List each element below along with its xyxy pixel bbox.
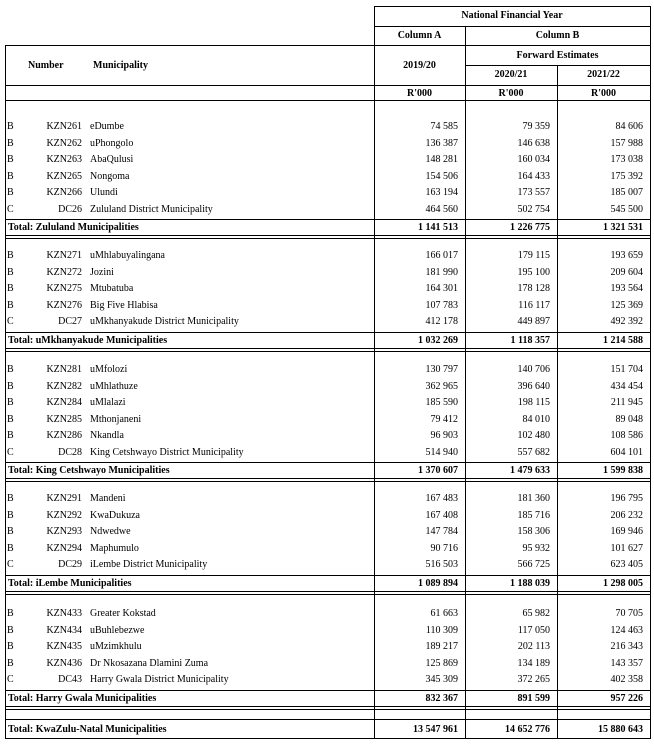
value-2020-21-cell: 84 010 bbox=[522, 413, 550, 425]
code-cell: KZN262 bbox=[46, 137, 82, 149]
value-2019-20-cell: 181 990 bbox=[425, 266, 458, 278]
value-2019-20-cell: 514 940 bbox=[425, 446, 458, 458]
value-2019-20-cell: 74 585 bbox=[430, 121, 458, 132]
category-cell: B bbox=[7, 430, 14, 441]
municipality-name-cell: Ulundi bbox=[90, 187, 118, 198]
value-2019-20-cell: 167 483 bbox=[425, 493, 458, 504]
code-cell: KZN282 bbox=[46, 380, 82, 392]
value-2020-21-cell: 185 716 bbox=[517, 509, 550, 521]
code-cell: DC43 bbox=[58, 674, 82, 685]
value-2021-22-cell: 175 392 bbox=[610, 170, 643, 182]
value-2019-20-cell: 516 503 bbox=[425, 559, 458, 570]
value-2020-21-cell: 181 360 bbox=[517, 493, 550, 504]
code-cell: KZN294 bbox=[46, 542, 82, 554]
rule-line bbox=[5, 719, 650, 720]
municipality-name-cell: Mthonjaneni bbox=[90, 413, 142, 425]
value-2020-21-cell: 116 117 bbox=[518, 299, 550, 311]
group-total-2021-22: 1 298 005 bbox=[603, 577, 643, 589]
category-cell: B bbox=[7, 509, 14, 521]
value-2021-22-cell: 108 586 bbox=[610, 430, 643, 441]
value-2020-21-cell: 95 932 bbox=[522, 542, 550, 554]
rule-line bbox=[374, 6, 650, 7]
value-2021-22-cell: 211 945 bbox=[610, 397, 643, 408]
value-2020-21-cell: 202 113 bbox=[517, 641, 550, 652]
category-cell: C bbox=[7, 446, 14, 458]
group-total-2019-20: 1 032 269 bbox=[418, 334, 458, 346]
value-2021-22-cell: 89 048 bbox=[615, 413, 643, 425]
rule-line bbox=[5, 690, 650, 691]
value-2020-21-cell: 566 725 bbox=[517, 559, 550, 570]
column-line bbox=[465, 26, 466, 739]
category-cell: B bbox=[7, 283, 14, 294]
municipality-name-cell: KwaDukuza bbox=[90, 509, 140, 521]
column-line bbox=[557, 65, 558, 739]
group-total-2020-21: 1 188 039 bbox=[510, 577, 550, 589]
rule-line bbox=[374, 26, 650, 27]
value-2020-21-cell: 160 034 bbox=[517, 154, 550, 165]
group-total-2020-21: 1 226 775 bbox=[510, 222, 550, 233]
municipality-name-cell: uMfolozi bbox=[90, 364, 128, 375]
value-2019-20-cell: 163 194 bbox=[425, 187, 458, 198]
category-cell: B bbox=[7, 397, 14, 408]
group-total-label: Total: King Cetshwayo Municipalities bbox=[8, 465, 170, 476]
code-cell: KZN265 bbox=[46, 170, 82, 182]
municipality-name-cell: uMlalazi bbox=[90, 397, 126, 408]
value-2021-22-cell: 193 564 bbox=[610, 283, 643, 294]
group-total-2019-20: 1 089 894 bbox=[418, 577, 458, 589]
value-2021-22-cell: 70 705 bbox=[615, 608, 643, 619]
code-cell: KZN434 bbox=[46, 624, 82, 636]
column-line bbox=[650, 6, 651, 739]
value-2021-22-cell: 124 463 bbox=[610, 624, 643, 636]
rule-line bbox=[5, 706, 650, 710]
group-total-2020-21: 1 479 633 bbox=[510, 465, 550, 476]
municipality-name-cell: Nongoma bbox=[90, 170, 130, 182]
value-2021-22-cell: 157 988 bbox=[610, 137, 643, 149]
category-cell: B bbox=[7, 657, 14, 669]
municipality-name-cell: Mtubatuba bbox=[90, 283, 134, 294]
municipality-name-cell: Greater Kokstad bbox=[90, 608, 156, 619]
group-total-2019-20: 1 370 607 bbox=[418, 465, 458, 476]
code-cell: KZN261 bbox=[46, 121, 82, 132]
value-2021-22-cell: 169 946 bbox=[610, 526, 643, 537]
value-2020-21-cell: 146 638 bbox=[517, 137, 550, 149]
year-2020-21-header: 2020/21 bbox=[494, 69, 528, 80]
code-cell: DC28 bbox=[58, 446, 82, 458]
year-2019-20-header: 2019/20 bbox=[403, 60, 436, 71]
value-2021-22-cell: 402 358 bbox=[610, 674, 643, 685]
value-2019-20-cell: 189 217 bbox=[425, 641, 458, 652]
column-line bbox=[5, 45, 6, 739]
category-cell: C bbox=[7, 674, 14, 685]
value-2021-22-cell: 185 007 bbox=[610, 187, 643, 198]
code-cell: DC27 bbox=[58, 316, 82, 327]
value-2019-20-cell: 412 178 bbox=[425, 316, 458, 327]
municipality-name-cell: Zululand District Municipality bbox=[90, 203, 213, 215]
value-2021-22-cell: 434 454 bbox=[610, 380, 643, 392]
value-2020-21-cell: 195 100 bbox=[517, 266, 550, 278]
value-2020-21-cell: 178 128 bbox=[517, 283, 550, 294]
rule-line bbox=[5, 219, 650, 220]
value-2020-21-cell: 198 115 bbox=[517, 397, 550, 408]
municipality-name-cell: AbaQulusi bbox=[90, 154, 134, 165]
code-cell: KZN281 bbox=[46, 364, 82, 375]
municipality-name-cell: uMhlabuyalingana bbox=[90, 250, 165, 261]
category-cell: B bbox=[7, 299, 14, 311]
value-2021-22-cell: 101 627 bbox=[610, 542, 643, 554]
value-2020-21-cell: 102 480 bbox=[517, 430, 550, 441]
value-2019-20-cell: 148 281 bbox=[425, 154, 458, 165]
value-2019-20-cell: 185 590 bbox=[425, 397, 458, 408]
municipality-name-cell: Maphumulo bbox=[90, 542, 139, 554]
group-total-2019-20: 1 141 513 bbox=[418, 222, 458, 233]
value-2019-20-cell: 154 506 bbox=[425, 170, 458, 182]
municipality-name-cell: uPhongolo bbox=[90, 137, 134, 149]
municipality-name-cell: Dr Nkosazana Dlamini Zuma bbox=[90, 657, 209, 669]
group-total-label: Total: iLembe Municipalities bbox=[8, 577, 132, 589]
value-2019-20-cell: 96 903 bbox=[430, 430, 458, 441]
value-2020-21-cell: 173 557 bbox=[517, 187, 550, 198]
group-total-label: Total: uMkhanyakude Municipalities bbox=[8, 334, 168, 346]
value-2019-20-cell: 464 560 bbox=[425, 203, 458, 215]
value-2020-21-cell: 158 306 bbox=[517, 526, 550, 537]
category-cell: B bbox=[7, 266, 14, 278]
value-2021-22-cell: 206 232 bbox=[610, 509, 643, 521]
value-2020-21-cell: 134 189 bbox=[517, 657, 550, 669]
category-cell: B bbox=[7, 608, 14, 619]
group-total-label: Total: Harry Gwala Municipalities bbox=[8, 692, 157, 704]
rule-line bbox=[5, 348, 650, 352]
value-2021-22-cell: 143 357 bbox=[610, 657, 643, 669]
rule-line bbox=[5, 591, 650, 595]
group-total-2021-22: 1 321 531 bbox=[603, 222, 643, 233]
grand-total-2020-21: 14 652 776 bbox=[505, 724, 550, 735]
category-cell: B bbox=[7, 624, 14, 636]
category-cell: B bbox=[7, 364, 14, 375]
value-2020-21-cell: 140 706 bbox=[517, 364, 550, 375]
rule-line bbox=[5, 462, 650, 463]
category-cell: B bbox=[7, 641, 14, 652]
forward-estimates-label: Forward Estimates bbox=[516, 50, 599, 61]
rule-line bbox=[5, 478, 650, 482]
grand-total-label: Total: KwaZulu-Natal Municipalities bbox=[8, 724, 167, 735]
value-2020-21-cell: 449 897 bbox=[517, 316, 550, 327]
grand-total-2021-22: 15 880 643 bbox=[598, 724, 643, 735]
value-2021-22-cell: 173 038 bbox=[610, 154, 643, 165]
category-cell: B bbox=[7, 250, 14, 261]
municipality-name-cell: Harry Gwala District Municipality bbox=[90, 674, 229, 685]
column-b-label: Column B bbox=[535, 30, 580, 41]
value-2021-22-cell: 125 369 bbox=[610, 299, 643, 311]
municipality-name-cell: Ndwedwe bbox=[90, 526, 131, 537]
group-total-2021-22: 1 599 838 bbox=[603, 465, 643, 476]
year-2021-22-header: 2021/22 bbox=[587, 69, 620, 80]
value-2019-20-cell: 345 309 bbox=[425, 674, 458, 685]
code-cell: KZN286 bbox=[46, 430, 82, 441]
code-cell: KZN284 bbox=[46, 397, 82, 408]
group-total-label: Total: Zululand Municipalities bbox=[8, 222, 139, 233]
category-cell: B bbox=[7, 413, 14, 425]
rule-line bbox=[5, 738, 650, 739]
code-cell: KZN436 bbox=[46, 657, 82, 669]
code-cell: KZN272 bbox=[46, 266, 82, 278]
municipality-name-cell: uMkhanyakude District Municipality bbox=[90, 316, 239, 327]
code-cell: KZN285 bbox=[46, 413, 82, 425]
value-2019-20-cell: 167 408 bbox=[425, 509, 458, 521]
rule-line bbox=[5, 45, 650, 46]
value-2019-20-cell: 107 783 bbox=[425, 299, 458, 311]
category-cell: B bbox=[7, 121, 14, 132]
value-2020-21-cell: 79 359 bbox=[522, 121, 550, 132]
category-cell: B bbox=[7, 154, 14, 165]
code-cell: KZN291 bbox=[46, 493, 82, 504]
value-2019-20-cell: 362 965 bbox=[425, 380, 458, 392]
value-2020-21-cell: 117 050 bbox=[517, 624, 550, 636]
code-cell: KZN435 bbox=[46, 641, 82, 652]
rule-line bbox=[5, 332, 650, 333]
value-2019-20-cell: 147 784 bbox=[425, 526, 458, 537]
category-cell: B bbox=[7, 542, 14, 554]
category-cell: B bbox=[7, 187, 14, 198]
code-cell: KZN292 bbox=[46, 509, 82, 521]
rule-line bbox=[5, 85, 650, 86]
value-2019-20-cell: 110 309 bbox=[425, 624, 458, 636]
rule-line bbox=[5, 100, 650, 101]
value-2021-22-cell: 492 392 bbox=[610, 316, 643, 327]
unit-label-a: R'000 bbox=[407, 88, 432, 99]
value-2021-22-cell: 545 500 bbox=[610, 203, 643, 215]
value-2021-22-cell: 623 405 bbox=[610, 559, 643, 570]
value-2019-20-cell: 61 663 bbox=[430, 608, 458, 619]
code-cell: KZN271 bbox=[46, 250, 82, 261]
code-cell: KZN275 bbox=[46, 283, 82, 294]
category-cell: C bbox=[7, 203, 14, 215]
column-line bbox=[374, 6, 375, 739]
group-total-2021-22: 957 226 bbox=[610, 692, 643, 704]
code-cell: KZN293 bbox=[46, 526, 82, 537]
code-cell: KZN263 bbox=[46, 154, 82, 165]
category-cell: B bbox=[7, 526, 14, 537]
municipality-name-cell: uMhlathuze bbox=[90, 380, 138, 392]
municipality-name-cell: uMzimkhulu bbox=[90, 641, 142, 652]
value-2019-20-cell: 166 017 bbox=[425, 250, 458, 261]
category-cell: B bbox=[7, 137, 14, 149]
value-2021-22-cell: 216 343 bbox=[610, 641, 643, 652]
value-2019-20-cell: 136 387 bbox=[425, 137, 458, 149]
category-cell: C bbox=[7, 316, 14, 327]
value-2020-21-cell: 372 265 bbox=[517, 674, 550, 685]
code-cell: KZN276 bbox=[46, 299, 82, 311]
municipality-name-cell: Mandeni bbox=[90, 493, 126, 504]
code-cell: DC26 bbox=[58, 203, 82, 215]
municipality-header: Municipality bbox=[93, 60, 149, 71]
category-cell: B bbox=[7, 493, 14, 504]
grand-total-2019-20: 13 547 961 bbox=[413, 724, 458, 735]
value-2019-20-cell: 125 869 bbox=[425, 657, 458, 669]
rule-line bbox=[5, 235, 650, 239]
category-cell: C bbox=[7, 559, 14, 570]
value-2020-21-cell: 557 682 bbox=[517, 446, 550, 458]
value-2019-20-cell: 90 716 bbox=[430, 542, 458, 554]
value-2020-21-cell: 179 115 bbox=[517, 250, 550, 261]
municipality-name-cell: King Cetshwayo District Municipality bbox=[90, 446, 244, 458]
group-total-2020-21: 1 118 357 bbox=[510, 334, 550, 346]
value-2021-22-cell: 84 606 bbox=[615, 121, 643, 132]
category-cell: B bbox=[7, 380, 14, 392]
municipality-name-cell: Jozini bbox=[90, 266, 114, 278]
municipality-name-cell: Nkandla bbox=[90, 430, 124, 441]
group-total-2021-22: 1 214 588 bbox=[603, 334, 643, 346]
group-total-2019-20: 832 367 bbox=[425, 692, 458, 704]
value-2021-22-cell: 151 704 bbox=[610, 364, 643, 375]
value-2019-20-cell: 130 797 bbox=[425, 364, 458, 375]
unit-label-b2: R'000 bbox=[591, 88, 616, 99]
municipality-name-cell: uBuhlebezwe bbox=[90, 624, 145, 636]
rule-line bbox=[5, 575, 650, 576]
municipality-name-cell: Big Five Hlabisa bbox=[90, 299, 158, 311]
value-2021-22-cell: 209 604 bbox=[610, 266, 643, 278]
code-cell: KZN266 bbox=[46, 187, 82, 198]
municipality-name-cell: eDumbe bbox=[90, 121, 124, 132]
value-2021-22-cell: 193 659 bbox=[610, 250, 643, 261]
value-2020-21-cell: 502 754 bbox=[517, 203, 550, 215]
code-cell: KZN433 bbox=[46, 608, 82, 619]
value-2020-21-cell: 396 640 bbox=[517, 380, 550, 392]
value-2019-20-cell: 79 412 bbox=[430, 413, 458, 425]
national-financial-year-label: National Financial Year bbox=[461, 10, 563, 21]
value-2020-21-cell: 164 433 bbox=[517, 170, 550, 182]
value-2020-21-cell: 65 982 bbox=[522, 608, 550, 619]
value-2021-22-cell: 604 101 bbox=[610, 446, 643, 458]
number-header: Number bbox=[28, 60, 64, 71]
column-a-label: Column A bbox=[397, 30, 442, 41]
group-total-2020-21: 891 599 bbox=[517, 692, 550, 704]
code-cell: DC29 bbox=[58, 559, 82, 570]
municipality-name-cell: iLembe District Municipality bbox=[90, 559, 208, 570]
category-cell: B bbox=[7, 170, 14, 182]
value-2019-20-cell: 164 301 bbox=[425, 283, 458, 294]
unit-label-b1: R'000 bbox=[498, 88, 524, 99]
value-2021-22-cell: 196 795 bbox=[610, 493, 643, 504]
